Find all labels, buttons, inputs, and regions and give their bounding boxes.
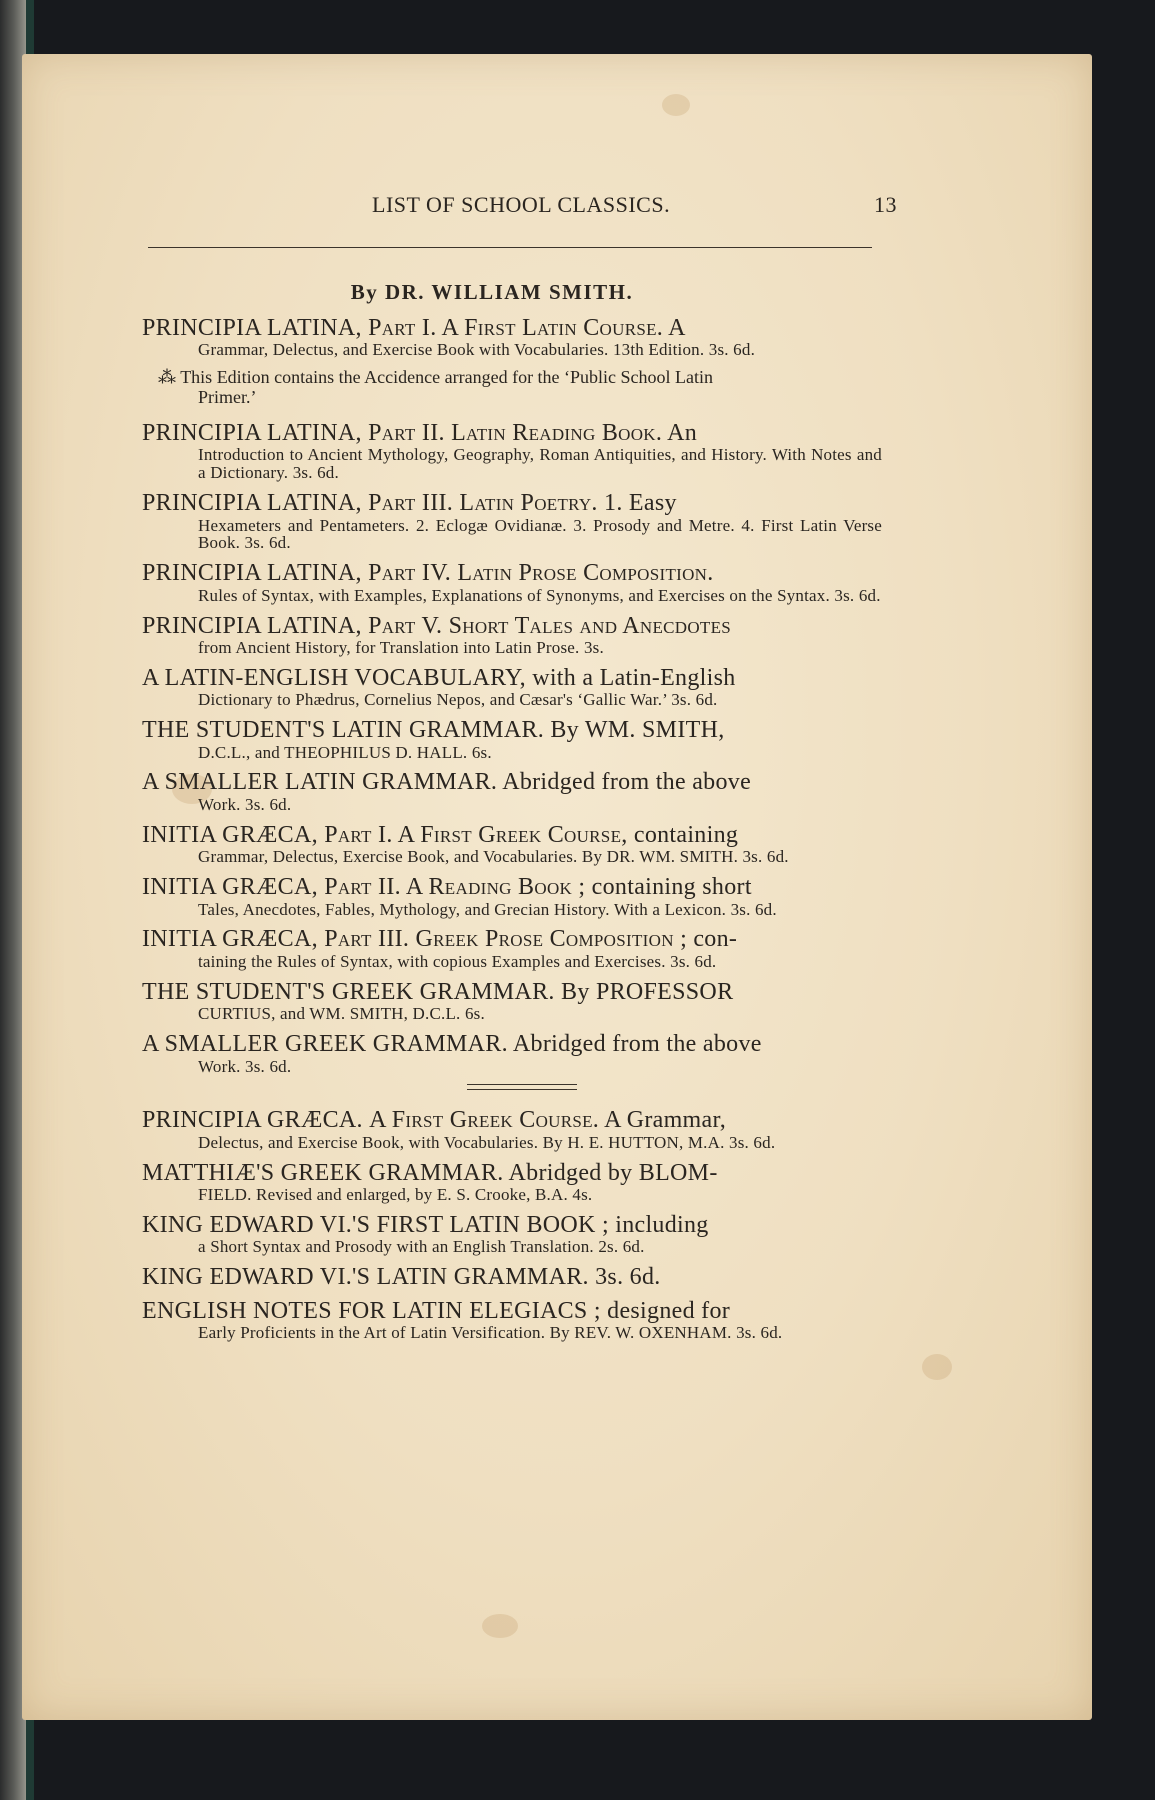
- entry-title: INITIA GRÆCA,: [142, 874, 325, 901]
- entry-title-tail: By PROFESSOR: [554, 978, 734, 1005]
- entry-part: Part I. A First Greek Course,: [324, 821, 628, 848]
- catalogue-entry: [142, 421, 882, 482]
- entry-title-tail: Abridged from the above: [507, 1031, 762, 1058]
- catalogue-entry: [142, 875, 882, 918]
- entry-part: Part IV. Latin Prose Composition.: [368, 560, 714, 587]
- entry-description: taining the Rules of Syntax, with copious Examples and Exercises. 3s. 6d.: [198, 951, 717, 971]
- entry-part: Part I. A First Latin Course.: [368, 315, 664, 341]
- entry-description: Delectus, and Exercise Book, with Vocabularies. By H. E. HUTTON, M.A. 3s. 6d.: [198, 1132, 776, 1152]
- catalogue-entry: [142, 1108, 882, 1151]
- entry-description: Hexameters and Pentameters. 2. Eclogæ Ovidianæ. 3. Prosody and Metre. 4. First Latin Verse Book. 3s. 6d.: [198, 515, 882, 553]
- entry-description: D.C.L., and THEOPHILUS D. HALL. 6s.: [198, 742, 492, 762]
- note-text-line1: This Edition contains the Accidence arranged for the ‘Public School Latin: [180, 367, 714, 388]
- entry-title-tail: con-: [687, 926, 738, 953]
- catalogue-entry: [142, 614, 882, 657]
- entry-title: A SMALLER LATIN GRAMMAR.: [142, 769, 498, 796]
- entry-part: A First Greek Course.: [369, 1107, 600, 1134]
- entry-description: Early Proficients in the Art of Latin Versification. By REV. W. OXENHAM. 3s. 6d.: [198, 1323, 783, 1343]
- foxing-spot: [922, 1354, 952, 1380]
- catalogue-entry: [142, 1299, 882, 1342]
- entry-title-tail: with a Latin-English: [525, 664, 736, 691]
- entry-title: PRINCIPIA GRÆCA.: [142, 1107, 370, 1134]
- entry-title: INITIA GRÆCA,: [142, 821, 325, 848]
- catalogue-list: [142, 316, 882, 1351]
- entry-part: Part II. Latin Reading Book.: [368, 419, 663, 446]
- entry-title: KING EDWARD VI.'S LATIN GRAMMAR.: [142, 1264, 589, 1291]
- entry-title: PRINCIPIA LATINA,: [142, 560, 369, 587]
- catalogue-entry: [142, 1032, 882, 1075]
- catalogue-entry: [142, 718, 882, 761]
- entry-description: CURTIUS, and WM. SMITH, D.C.L. 6s.: [198, 1004, 485, 1024]
- entry-description: Tales, Anecdotes, Fables, Mythology, and Grecian History. With a Lexicon. 3s. 6d.: [198, 899, 777, 919]
- entry-title: PRINCIPIA LATINA,: [142, 315, 369, 341]
- header-rule: [148, 247, 872, 248]
- foxing-spot: [482, 1614, 518, 1638]
- entry-description: a Short Syntax and Prosody with an English Translation. 2s. 6d.: [198, 1237, 645, 1257]
- entry-title: INITIA GRÆCA,: [142, 926, 325, 953]
- entry-part: Part III. Greek Prose Composition ;: [324, 926, 688, 953]
- entry-title: KING EDWARD VI.'S FIRST LATIN BOOK ;: [142, 1211, 609, 1238]
- entry-title-tail: A Grammar,: [599, 1107, 727, 1134]
- entry-description: Rules of Syntax, with Examples, Explanations of Synonyms, and Exercises on the Syntax. 3s. 6d.: [198, 585, 881, 605]
- catalogue-entry: [142, 561, 882, 604]
- entry-title: PRINCIPIA LATINA,: [142, 419, 369, 446]
- entry-description: Work. 3s. 6d.: [198, 1056, 292, 1076]
- entry-title-tail: Abridged from the above: [497, 769, 752, 796]
- catalogue-entry: [142, 1265, 882, 1289]
- entry-title-tail: By WM. SMITH,: [544, 717, 725, 744]
- book-page: [22, 54, 1092, 1720]
- catalogue-entry: [142, 316, 882, 359]
- entry-title: PRINCIPIA LATINA,: [142, 612, 369, 639]
- entry-description: Dictionary to Phædrus, Cornelius Nepos, and Cæsar's ‘Gallic War.’ 3s. 6d.: [198, 690, 718, 710]
- entry-description: from Ancient History, for Translation into Latin Prose. 3s.: [198, 638, 604, 657]
- running-head: [142, 192, 897, 222]
- entry-title-tail: An: [662, 419, 698, 446]
- entry-title: A SMALLER GREEK GRAMMAR.: [142, 1031, 508, 1058]
- entry-title-tail: including: [608, 1211, 709, 1238]
- catalogue-entry: [142, 491, 882, 552]
- entry-part: Part II. A Reading Book ;: [324, 874, 586, 901]
- entry-title-tail: containing short: [585, 874, 752, 901]
- entry-title: THE STUDENT'S LATIN GRAMMAR.: [142, 717, 545, 744]
- entry-title-tail: designed for: [600, 1297, 731, 1324]
- entry-title-tail: 1. Easy: [597, 490, 677, 517]
- entry-description: Grammar, Delectus, and Exercise Book with Vocabularies. 13th Edition. 3s. 6d.: [198, 340, 756, 360]
- author-byline: By DR. WILLIAM SMITH.: [350, 280, 634, 304]
- catalogue-entry: [142, 927, 882, 970]
- entry-title: THE STUDENT'S GREEK GRAMMAR.: [142, 978, 555, 1005]
- catalogue-entry: [142, 1161, 882, 1204]
- catalogue-entry: [142, 770, 882, 813]
- entry-title: PRINCIPIA LATINA,: [142, 490, 369, 517]
- entry-title: ENGLISH NOTES FOR LATIN ELEGIACS ;: [142, 1297, 601, 1324]
- entry-description: Work. 3s. 6d.: [198, 794, 292, 814]
- catalogue-entry: [142, 980, 882, 1023]
- running-title: LIST OF SCHOOL CLASSICS.: [372, 192, 671, 217]
- entry-title-tail: Abridged by BLOM-: [503, 1159, 718, 1186]
- entry-description: Introduction to Ancient Mythology, Geography, Roman Antiquities, and History. With Notes and a Dictionary. 3s. 6d.: [198, 445, 882, 483]
- entry-part: Part V. Short Tales and Anecdotes: [368, 612, 732, 639]
- page-number: 13: [874, 192, 897, 217]
- foxing-spot: [662, 94, 690, 116]
- entry-title-tail: containing: [627, 821, 739, 848]
- asterism-icon: ⁂: [158, 367, 176, 388]
- entry-description: Grammar, Delectus, Exercise Book, and Vocabularies. By DR. WM. SMITH. 3s. 6d.: [198, 847, 789, 867]
- entry-title-tail: 3s. 6d.: [588, 1264, 661, 1291]
- entry-title: MATTHIÆ'S GREEK GRAMMAR.: [142, 1159, 504, 1186]
- catalogue-entry: [142, 823, 882, 866]
- section-divider: [467, 1084, 577, 1090]
- entry-title-tail: A: [663, 315, 686, 341]
- entry-part: Part III. Latin Poetry.: [368, 490, 598, 517]
- catalogue-entry: [142, 666, 882, 709]
- entry-description: FIELD. Revised and enlarged, by E. S. Crooke, B.A. 4s.: [198, 1185, 593, 1205]
- catalogue-entry: [142, 1213, 882, 1256]
- edition-note: [158, 368, 882, 408]
- note-text-line2: Primer.’: [198, 387, 257, 408]
- entry-title: A LATIN-ENGLISH VOCABULARY,: [142, 664, 526, 691]
